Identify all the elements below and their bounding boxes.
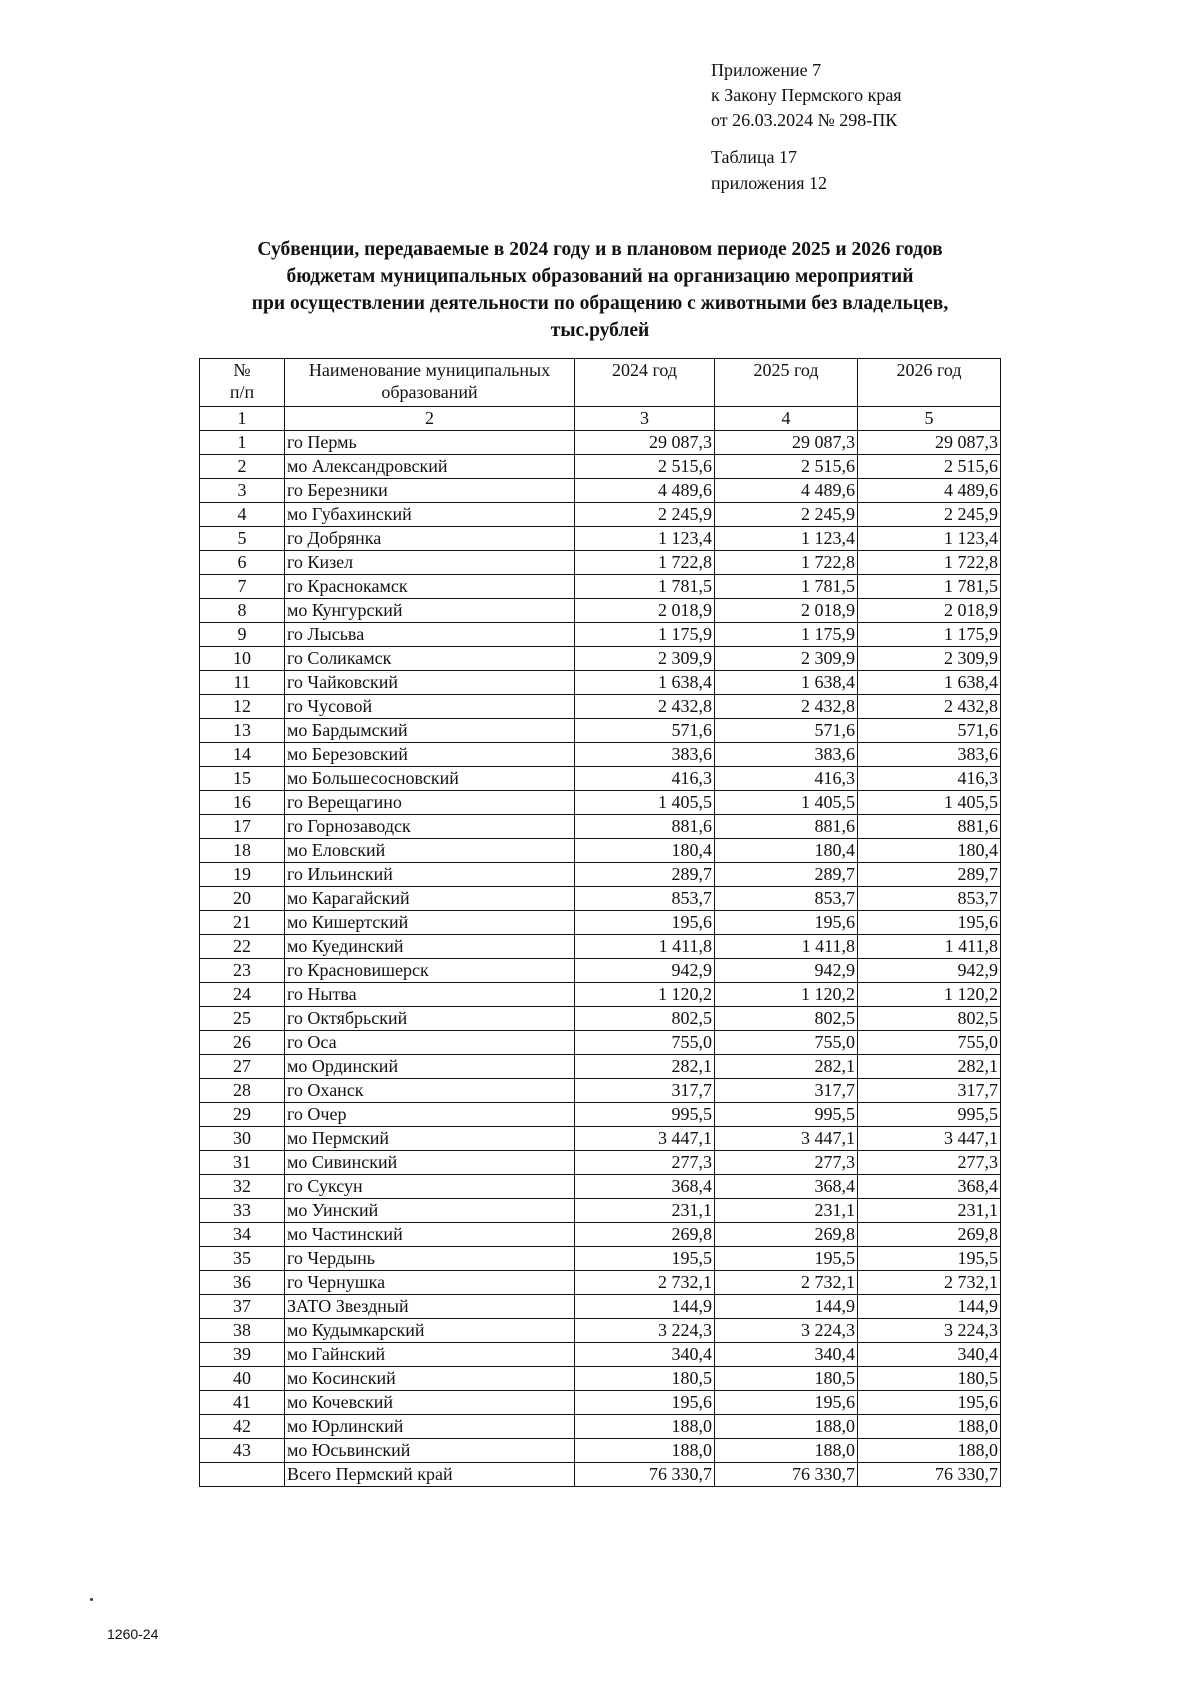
municipality-name: го Соликамск xyxy=(285,647,575,671)
value-2024: 282,1 xyxy=(575,1055,715,1079)
municipality-name: го Чусовой xyxy=(285,695,575,719)
municipality-name: го Оханск xyxy=(285,1079,575,1103)
municipality-name: го Кизел xyxy=(285,551,575,575)
table-row xyxy=(200,1415,1001,1439)
value-2026: 881,6 xyxy=(858,815,1001,839)
row-number: 13 xyxy=(200,719,285,743)
value-2024: 2 245,9 xyxy=(575,503,715,527)
row-number: 35 xyxy=(200,1247,285,1271)
table-row xyxy=(200,1391,1001,1415)
value-2026: 188,0 xyxy=(858,1439,1001,1463)
value-2026: 1 120,2 xyxy=(858,983,1001,1007)
municipality-name: го Березники xyxy=(285,479,575,503)
row-number: 2 xyxy=(200,455,285,479)
table-row xyxy=(200,959,1001,983)
row-number: 23 xyxy=(200,959,285,983)
value-2024: 881,6 xyxy=(575,815,715,839)
value-2025: 1 175,9 xyxy=(715,623,858,647)
value-2025: 195,6 xyxy=(715,1391,858,1415)
table-row xyxy=(200,1055,1001,1079)
value-2026: 2 309,9 xyxy=(858,647,1001,671)
value-2026: 755,0 xyxy=(858,1031,1001,1055)
value-2026: 317,7 xyxy=(858,1079,1001,1103)
table-row xyxy=(200,1199,1001,1223)
value-2025: 269,8 xyxy=(715,1223,858,1247)
municipality-name: мо Еловский xyxy=(285,839,575,863)
value-2026: 289,7 xyxy=(858,863,1001,887)
value-2026: 1 781,5 xyxy=(858,575,1001,599)
table-row xyxy=(200,1319,1001,1343)
value-2026: 2 432,8 xyxy=(858,695,1001,719)
value-2024: 416,3 xyxy=(575,767,715,791)
title-line-1: Субвенции, передаваемые в 2024 году и в плановом периоде 2025 и 2026 годов xyxy=(257,239,943,260)
document-title xyxy=(150,236,1050,344)
value-2024: 188,0 xyxy=(575,1415,715,1439)
col-header-2026: 2026 год xyxy=(858,359,1001,407)
row-number: 42 xyxy=(200,1415,285,1439)
value-2024: 755,0 xyxy=(575,1031,715,1055)
value-2026: 383,6 xyxy=(858,743,1001,767)
value-2024: 1 781,5 xyxy=(575,575,715,599)
table-row xyxy=(200,839,1001,863)
table-row xyxy=(200,671,1001,695)
value-2024: 144,9 xyxy=(575,1295,715,1319)
municipality-name: мо Юсьвинский xyxy=(285,1439,575,1463)
value-2024: 2 432,8 xyxy=(575,695,715,719)
table-row xyxy=(200,575,1001,599)
value-2024: 1 175,9 xyxy=(575,623,715,647)
col-header-name xyxy=(285,359,575,407)
value-2025: 2 245,9 xyxy=(715,503,858,527)
municipality-name: мо Ординский xyxy=(285,1055,575,1079)
total-number xyxy=(200,1463,285,1487)
value-2025: 144,9 xyxy=(715,1295,858,1319)
value-2026: 188,0 xyxy=(858,1415,1001,1439)
value-2024: 1 411,8 xyxy=(575,935,715,959)
value-2025: 4 489,6 xyxy=(715,479,858,503)
value-2025: 1 781,5 xyxy=(715,575,858,599)
table-row xyxy=(200,863,1001,887)
table-row xyxy=(200,1007,1001,1031)
municipality-name: мо Гайнский xyxy=(285,1343,575,1367)
row-number: 14 xyxy=(200,743,285,767)
municipality-name: го Горнозаводск xyxy=(285,815,575,839)
municipality-name: мо Косинский xyxy=(285,1367,575,1391)
row-number: 40 xyxy=(200,1367,285,1391)
value-2024: 853,7 xyxy=(575,887,715,911)
value-2026: 180,4 xyxy=(858,839,1001,863)
row-number: 9 xyxy=(200,623,285,647)
value-2024: 277,3 xyxy=(575,1151,715,1175)
value-2026: 231,1 xyxy=(858,1199,1001,1223)
col-number-3: 3 xyxy=(575,407,715,431)
scan-speck xyxy=(90,1598,93,1601)
row-number: 21 xyxy=(200,911,285,935)
table-row xyxy=(200,983,1001,1007)
table-ref-line-1: Таблица 17 xyxy=(711,147,797,167)
value-2025: 231,1 xyxy=(715,1199,858,1223)
value-2026: 2 245,9 xyxy=(858,503,1001,527)
municipality-name: мо Кудымкарский xyxy=(285,1319,575,1343)
table-row xyxy=(200,887,1001,911)
municipality-name: мо Частинский xyxy=(285,1223,575,1247)
row-number: 39 xyxy=(200,1343,285,1367)
value-2024: 1 638,4 xyxy=(575,671,715,695)
value-2024: 2 515,6 xyxy=(575,455,715,479)
value-2025: 853,7 xyxy=(715,887,858,911)
col-header-2024: 2024 год xyxy=(575,359,715,407)
value-2026: 416,3 xyxy=(858,767,1001,791)
value-2024: 942,9 xyxy=(575,959,715,983)
value-2024: 383,6 xyxy=(575,743,715,767)
col-header-number xyxy=(200,359,285,407)
row-number: 1 xyxy=(200,431,285,455)
col-number-1: 1 xyxy=(200,407,285,431)
value-2026: 1 123,4 xyxy=(858,527,1001,551)
value-2025: 195,5 xyxy=(715,1247,858,1271)
value-2025: 1 405,5 xyxy=(715,791,858,815)
table-ref-line-2: приложения 12 xyxy=(711,173,828,193)
municipality-name: мо Кочевский xyxy=(285,1391,575,1415)
value-2026: 1 638,4 xyxy=(858,671,1001,695)
value-2026: 1 411,8 xyxy=(858,935,1001,959)
value-2025: 3 224,3 xyxy=(715,1319,858,1343)
row-number: 7 xyxy=(200,575,285,599)
value-2024: 180,5 xyxy=(575,1367,715,1391)
value-2026: 942,9 xyxy=(858,959,1001,983)
total-2024: 76 330,7 xyxy=(575,1463,715,1487)
col-header-name-line-1: Наименование муниципальных xyxy=(308,360,551,380)
value-2024: 368,4 xyxy=(575,1175,715,1199)
row-number: 16 xyxy=(200,791,285,815)
value-2026: 282,1 xyxy=(858,1055,1001,1079)
value-2026: 195,6 xyxy=(858,911,1001,935)
table-row xyxy=(200,479,1001,503)
row-number: 25 xyxy=(200,1007,285,1031)
value-2024: 4 489,6 xyxy=(575,479,715,503)
value-2024: 289,7 xyxy=(575,863,715,887)
table-row xyxy=(200,1247,1001,1271)
col-number-2: 2 xyxy=(285,407,575,431)
value-2025: 571,6 xyxy=(715,719,858,743)
table-row xyxy=(200,1103,1001,1127)
row-number: 24 xyxy=(200,983,285,1007)
value-2024: 29 087,3 xyxy=(575,431,715,455)
value-2025: 1 411,8 xyxy=(715,935,858,959)
municipality-name: го Ильинский xyxy=(285,863,575,887)
value-2024: 3 447,1 xyxy=(575,1127,715,1151)
value-2026: 2 732,1 xyxy=(858,1271,1001,1295)
value-2025: 2 515,6 xyxy=(715,455,858,479)
value-2025: 2 018,9 xyxy=(715,599,858,623)
row-number: 22 xyxy=(200,935,285,959)
value-2025: 383,6 xyxy=(715,743,858,767)
table-row xyxy=(200,527,1001,551)
row-number: 10 xyxy=(200,647,285,671)
subventions-table xyxy=(199,358,1001,1487)
col-header-2025: 2025 год xyxy=(715,359,858,407)
municipality-name: го Красновишерск xyxy=(285,959,575,983)
table-row xyxy=(200,599,1001,623)
table-row xyxy=(200,1175,1001,1199)
row-number: 15 xyxy=(200,767,285,791)
municipality-name: мо Губахинский xyxy=(285,503,575,527)
value-2024: 2 732,1 xyxy=(575,1271,715,1295)
value-2024: 195,6 xyxy=(575,1391,715,1415)
value-2025: 289,7 xyxy=(715,863,858,887)
value-2026: 269,8 xyxy=(858,1223,1001,1247)
row-number: 4 xyxy=(200,503,285,527)
value-2026: 340,4 xyxy=(858,1343,1001,1367)
municipality-name: го Суксун xyxy=(285,1175,575,1199)
municipality-name: ЗАТО Звездный xyxy=(285,1295,575,1319)
value-2025: 2 732,1 xyxy=(715,1271,858,1295)
municipality-name: мо Сивинский xyxy=(285,1151,575,1175)
municipality-name: мо Александровский xyxy=(285,455,575,479)
value-2025: 2 432,8 xyxy=(715,695,858,719)
row-number: 30 xyxy=(200,1127,285,1151)
value-2024: 340,4 xyxy=(575,1343,715,1367)
municipality-name: мо Кунгурский xyxy=(285,599,575,623)
value-2025: 317,7 xyxy=(715,1079,858,1103)
value-2024: 195,6 xyxy=(575,911,715,935)
row-number: 32 xyxy=(200,1175,285,1199)
total-label: Всего Пермский край xyxy=(285,1463,575,1487)
appendix-line-2: к Закону Пермского края xyxy=(711,85,902,105)
row-number: 29 xyxy=(200,1103,285,1127)
document-id: 1260-24 xyxy=(107,1626,159,1642)
col-number-4: 4 xyxy=(715,407,858,431)
value-2024: 995,5 xyxy=(575,1103,715,1127)
value-2026: 180,5 xyxy=(858,1367,1001,1391)
value-2024: 188,0 xyxy=(575,1439,715,1463)
municipality-name: го Лысьва xyxy=(285,623,575,647)
table-row xyxy=(200,1127,1001,1151)
table-row xyxy=(200,1271,1001,1295)
value-2025: 188,0 xyxy=(715,1415,858,1439)
municipality-name: мо Большесосновский xyxy=(285,767,575,791)
col-header-number-line-1: № xyxy=(233,360,251,380)
value-2024: 269,8 xyxy=(575,1223,715,1247)
value-2026: 571,6 xyxy=(858,719,1001,743)
value-2026: 195,6 xyxy=(858,1391,1001,1415)
municipality-name: го Краснокамск xyxy=(285,575,575,599)
value-2025: 995,5 xyxy=(715,1103,858,1127)
table-row xyxy=(200,1031,1001,1055)
value-2025: 282,1 xyxy=(715,1055,858,1079)
value-2025: 1 123,4 xyxy=(715,527,858,551)
table-row xyxy=(200,431,1001,455)
value-2024: 571,6 xyxy=(575,719,715,743)
value-2025: 2 309,9 xyxy=(715,647,858,671)
appendix-line-1: Приложение 7 xyxy=(711,60,822,80)
table-row xyxy=(200,1367,1001,1391)
value-2026: 3 447,1 xyxy=(858,1127,1001,1151)
value-2025: 1 638,4 xyxy=(715,671,858,695)
municipality-name: го Чайковский xyxy=(285,671,575,695)
table-row xyxy=(200,551,1001,575)
title-line-4: тыс.рублей xyxy=(550,320,650,341)
table-row xyxy=(200,815,1001,839)
column-numbers-row xyxy=(200,407,1001,431)
value-2025: 368,4 xyxy=(715,1175,858,1199)
row-number: 38 xyxy=(200,1319,285,1343)
table-row xyxy=(200,911,1001,935)
value-2025: 942,9 xyxy=(715,959,858,983)
value-2026: 853,7 xyxy=(858,887,1001,911)
value-2024: 2 018,9 xyxy=(575,599,715,623)
value-2026: 29 087,3 xyxy=(858,431,1001,455)
row-number: 28 xyxy=(200,1079,285,1103)
row-number: 34 xyxy=(200,1223,285,1247)
row-number: 17 xyxy=(200,815,285,839)
value-2026: 368,4 xyxy=(858,1175,1001,1199)
municipality-name: го Добрянка xyxy=(285,527,575,551)
title-line-2: бюджетам муниципальных образований на организацию мероприятий xyxy=(286,266,914,287)
table-row xyxy=(200,1439,1001,1463)
row-number: 11 xyxy=(200,671,285,695)
value-2026: 1 175,9 xyxy=(858,623,1001,647)
col-header-name-line-2: образований xyxy=(381,382,478,402)
total-2025: 76 330,7 xyxy=(715,1463,858,1487)
municipality-name: мо Юрлинский xyxy=(285,1415,575,1439)
municipality-name: го Верещагино xyxy=(285,791,575,815)
table-row xyxy=(200,503,1001,527)
row-number: 6 xyxy=(200,551,285,575)
value-2025: 180,4 xyxy=(715,839,858,863)
table-row xyxy=(200,935,1001,959)
municipality-name: го Очер xyxy=(285,1103,575,1127)
value-2025: 1 120,2 xyxy=(715,983,858,1007)
value-2026: 1 722,8 xyxy=(858,551,1001,575)
value-2024: 1 123,4 xyxy=(575,527,715,551)
value-2026: 195,5 xyxy=(858,1247,1001,1271)
municipality-name: го Нытва xyxy=(285,983,575,1007)
row-number: 19 xyxy=(200,863,285,887)
value-2026: 1 405,5 xyxy=(858,791,1001,815)
municipality-name: мо Уинский xyxy=(285,1199,575,1223)
value-2024: 1 405,5 xyxy=(575,791,715,815)
value-2024: 317,7 xyxy=(575,1079,715,1103)
table-row xyxy=(200,623,1001,647)
table-row xyxy=(200,1079,1001,1103)
value-2026: 4 489,6 xyxy=(858,479,1001,503)
row-number: 18 xyxy=(200,839,285,863)
row-number: 12 xyxy=(200,695,285,719)
municipality-name: мо Карагайский xyxy=(285,887,575,911)
col-header-number-line-2: п/п xyxy=(229,382,255,402)
table-row xyxy=(200,719,1001,743)
row-number: 43 xyxy=(200,1439,285,1463)
table-row xyxy=(200,767,1001,791)
value-2026: 144,9 xyxy=(858,1295,1001,1319)
row-number: 27 xyxy=(200,1055,285,1079)
value-2024: 231,1 xyxy=(575,1199,715,1223)
table-row xyxy=(200,791,1001,815)
value-2025: 755,0 xyxy=(715,1031,858,1055)
total-2026: 76 330,7 xyxy=(858,1463,1001,1487)
row-number: 5 xyxy=(200,527,285,551)
appendix-reference xyxy=(711,58,902,133)
value-2025: 180,5 xyxy=(715,1367,858,1391)
municipality-name: го Октябрьский xyxy=(285,1007,575,1031)
municipality-name: го Чердынь xyxy=(285,1247,575,1271)
table-row xyxy=(200,455,1001,479)
municipality-name: го Чернушка xyxy=(285,1271,575,1295)
municipality-name: мо Бардымский xyxy=(285,719,575,743)
value-2025: 1 722,8 xyxy=(715,551,858,575)
value-2024: 1 722,8 xyxy=(575,551,715,575)
value-2026: 802,5 xyxy=(858,1007,1001,1031)
municipality-name: мо Куединский xyxy=(285,935,575,959)
table-body xyxy=(200,431,1001,1463)
value-2025: 340,4 xyxy=(715,1343,858,1367)
row-number: 8 xyxy=(200,599,285,623)
appendix-line-3: от 26.03.2024 № 298-ПК xyxy=(711,110,898,130)
value-2024: 180,4 xyxy=(575,839,715,863)
header-row xyxy=(200,359,1001,407)
value-2025: 29 087,3 xyxy=(715,431,858,455)
value-2025: 881,6 xyxy=(715,815,858,839)
title-line-3: при осуществлении деятельности по обращению с животными без владельцев, xyxy=(251,293,949,314)
value-2026: 2 018,9 xyxy=(858,599,1001,623)
table-row xyxy=(200,1151,1001,1175)
value-2025: 277,3 xyxy=(715,1151,858,1175)
table-row xyxy=(200,1343,1001,1367)
value-2025: 802,5 xyxy=(715,1007,858,1031)
row-number: 37 xyxy=(200,1295,285,1319)
value-2024: 802,5 xyxy=(575,1007,715,1031)
row-number: 36 xyxy=(200,1271,285,1295)
value-2024: 195,5 xyxy=(575,1247,715,1271)
value-2025: 195,6 xyxy=(715,911,858,935)
row-number: 20 xyxy=(200,887,285,911)
value-2026: 3 224,3 xyxy=(858,1319,1001,1343)
col-number-5: 5 xyxy=(858,407,1001,431)
table-row xyxy=(200,743,1001,767)
value-2025: 416,3 xyxy=(715,767,858,791)
municipality-name: мо Кишертский xyxy=(285,911,575,935)
row-number: 26 xyxy=(200,1031,285,1055)
table-row xyxy=(200,647,1001,671)
value-2024: 1 120,2 xyxy=(575,983,715,1007)
value-2026: 2 515,6 xyxy=(858,455,1001,479)
table-reference xyxy=(711,144,827,196)
row-number: 41 xyxy=(200,1391,285,1415)
value-2024: 2 309,9 xyxy=(575,647,715,671)
value-2025: 3 447,1 xyxy=(715,1127,858,1151)
table-row xyxy=(200,1295,1001,1319)
municipality-name: го Оса xyxy=(285,1031,575,1055)
table-row xyxy=(200,1223,1001,1247)
row-number: 31 xyxy=(200,1151,285,1175)
row-number: 3 xyxy=(200,479,285,503)
municipality-name: мо Березовский xyxy=(285,743,575,767)
table-row xyxy=(200,695,1001,719)
value-2026: 995,5 xyxy=(858,1103,1001,1127)
row-number: 33 xyxy=(200,1199,285,1223)
municipality-name: го Пермь xyxy=(285,431,575,455)
value-2025: 188,0 xyxy=(715,1439,858,1463)
municipality-name: мо Пермский xyxy=(285,1127,575,1151)
value-2026: 277,3 xyxy=(858,1151,1001,1175)
value-2024: 3 224,3 xyxy=(575,1319,715,1343)
total-row xyxy=(200,1463,1001,1487)
